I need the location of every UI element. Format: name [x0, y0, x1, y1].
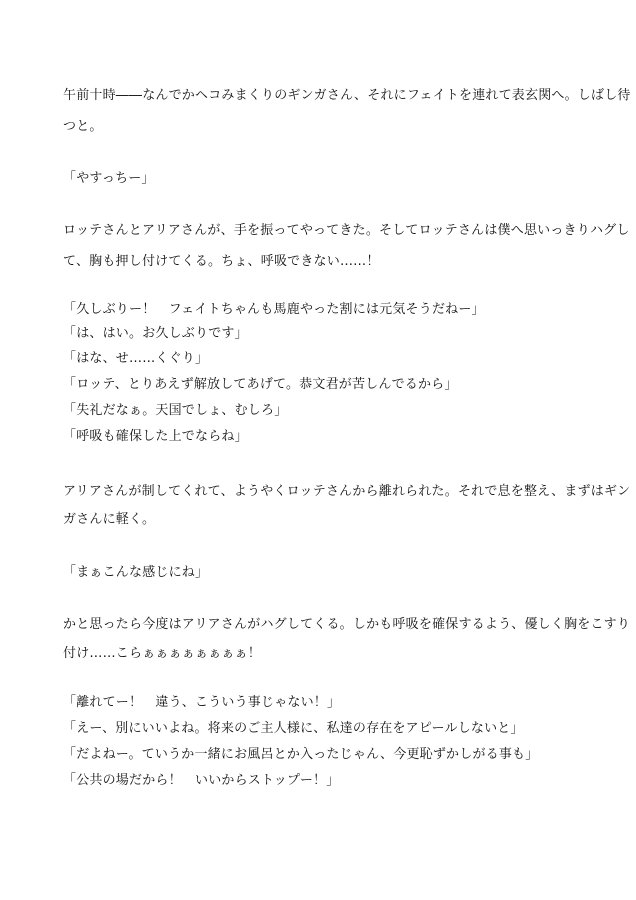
text-line: 「ロッテ、とりあえず解放してあげて。恭文君が苦しんでるから」: [63, 377, 458, 392]
text-line: 「だよねー。ていうか一緒にお風呂とか入ったじゃん、今更恥ずかしがる事も」: [63, 747, 539, 762]
text-line: ロッテさんとアリアさんが、手を振ってやってきた。そしてロッテさんは僕へ思いっきりハグし: [63, 223, 630, 238]
text-line: 「はな、せ……くぐり」: [63, 351, 209, 366]
text-line: 「失礼だなぁ。天国でしょ、むしろ」: [63, 403, 288, 418]
text-line: 「呼吸も確保した上でならね」: [63, 429, 248, 444]
text-line: 「まぁこんな感じにね」: [63, 565, 209, 580]
text-line: アリアさんが制してくれて、ようやくロッテさんから離れられた。それで息を整え、まずはギン: [63, 484, 631, 499]
text-line: て、胸も押し付けてくる。ちょ、呼吸できない……！: [63, 254, 380, 269]
text-line: 「やすっちー」: [63, 171, 155, 186]
text-line: 付け……こらぁぁぁぁぁぁぁぁ！: [63, 646, 262, 661]
text-line: 「公共の場だから！ いいからストップー！」: [63, 773, 340, 788]
text-line: つと。: [63, 119, 103, 134]
text-line: 「は、はい。お久しぶりです」: [63, 326, 248, 341]
text-line: 「えー、別にいいよね。将来のご主人様に、私達の存在をアピールしないと」: [63, 721, 524, 736]
text-line: かと思ったら今度はアリアさんがハグしてくる。しかも呼吸を確保するよう、優しく胸をこすり: [63, 617, 631, 632]
text-line: 午前十時――なんでかヘコみまくりのギンガさん、それにフェイトを連れて表玄関へ。しばし待: [63, 88, 631, 103]
text-line: 「離れてー！ 違う、こういう事じゃない！」: [63, 695, 341, 710]
text-line: ガさんに軽く。: [63, 512, 156, 527]
text-line: 「久しぶりー！ フェイトちゃんも馬鹿やった割には元気そうだねー」: [63, 302, 485, 317]
